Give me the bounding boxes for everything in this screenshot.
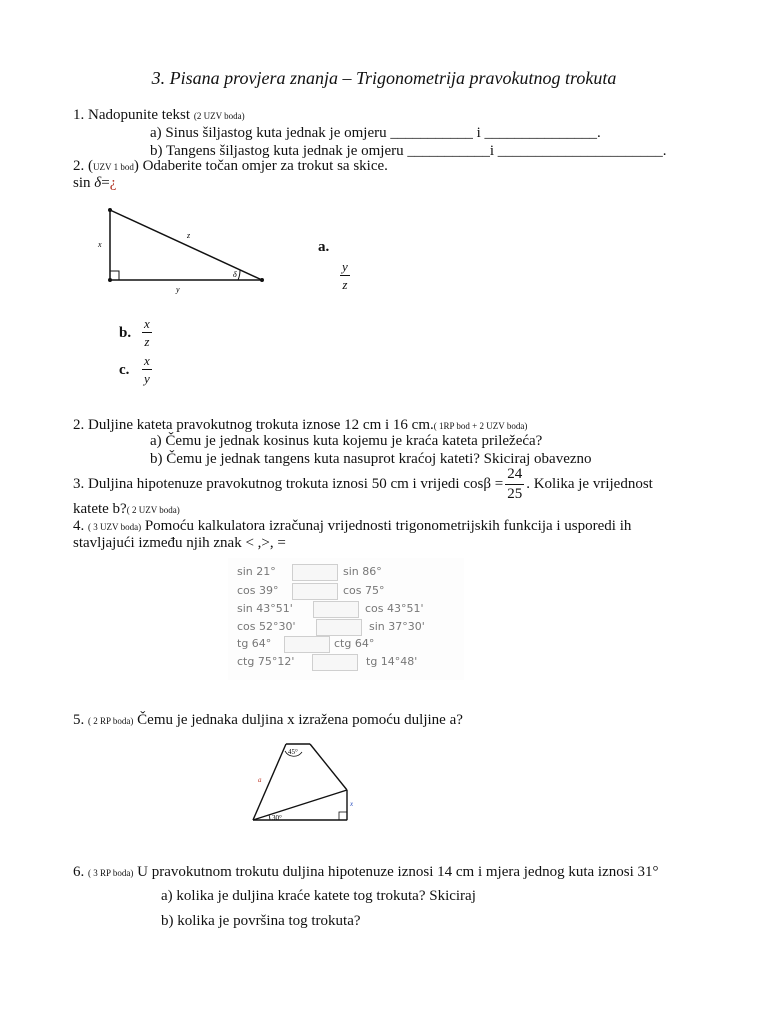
triangle-label-x: x [98,240,102,249]
q2a-points: UZV 1 bod [93,162,134,172]
fig5-label-x: x [350,800,354,808]
delta-angle-arc [238,270,240,280]
fig5-side-top-right [310,744,347,790]
fig5-angle-arc-bottom [269,815,270,820]
q3-den: 25 [507,485,523,502]
q6-item-a: a) kolika je duljina kraće katete tog trokuta? Skiciraj [161,888,476,904]
q4-text1: Pomoću kalkulatora izračunaj vrijednosti trigonometrijskih funkcija i usporedi ih [141,518,632,534]
page-title: 3. Pisana provjera znanja – Trigonometrija pravokutnog trokuta [151,68,617,88]
q6-heading [73,864,659,881]
cmp-answer-box-4[interactable] [316,619,362,636]
triangle-label-delta: δ [233,270,237,279]
cmp-left-2: cos 39° [237,584,279,597]
q6-points: ( 3 RP boda) [88,868,134,878]
cmp-right-6: tg 14°48' [366,655,418,668]
q2a-heading [73,158,388,175]
q3-heading [73,466,653,502]
option-c-num: x [144,353,150,368]
fig5-label-30: 30° [272,814,282,822]
q2a-prompt-eq: = [101,175,110,191]
q5-num: 5. [73,712,85,728]
fig5-label-a: a [258,776,262,784]
cmp-right-3: cos 43°51' [365,602,424,615]
q1-points: (2 UZV boda) [193,111,245,121]
cmp-answer-box-3[interactable] [313,601,359,618]
q2b-item-b: b) Čemu je jednak tangens kuta nasuprot kraćoj kateti? Skiciraj obavezno [150,451,592,467]
right-triangle-figure [90,198,280,298]
vertex-right [260,278,264,282]
cmp-left-6: ctg 75°12' [237,655,295,668]
option-c-label: c. [119,362,130,378]
q6-text: U pravokutnom trokutu duljina hipotenuze iznosi 14 cm i mjera jednog kuta iznosi 31° [133,864,659,880]
fig5-diagonal [253,790,347,820]
option-b-label: b. [119,325,132,341]
q2a-prompt-q: ¿ [109,175,117,191]
comparison-panel [228,558,464,680]
cmp-left-5: tg 64° [237,637,272,650]
q2b-lead: 2. Duljine kateta pravokutnog trokuta iznose 12 cm i 16 cm. [73,417,434,433]
q4-points: ( 3 UZV boda) [88,522,142,532]
option-c-den: y [144,371,150,386]
triangle-side-z [110,210,262,280]
q4-num: 4. [73,518,85,534]
q5-heading [73,712,463,729]
option-a-fraction [340,260,350,291]
cmp-right-1: sin 86° [343,565,382,578]
cmp-answer-box-5[interactable] [284,636,330,653]
option-b-den: z [144,334,150,349]
q6-num: 6. [73,864,85,880]
cmp-left-4: cos 52°30' [237,620,296,633]
cmp-answer-box-2[interactable] [292,583,338,600]
cmp-right-2: cos 75° [343,584,385,597]
q2a-suffix: ) Odaberite točan omjer za trokut sa skice. [133,158,388,174]
fig5-label-45: 45° [288,748,298,756]
q1-item-b: b) Tangens šiljastog kuta jednak je omjeru ___________i ______________________. [150,143,667,159]
option-b-num: x [144,316,150,331]
cmp-answer-box-1[interactable] [292,564,338,581]
cmp-right-4: sin 37°30' [369,620,425,633]
q2a-prompt-lhs: sin [73,175,91,191]
option-b-fraction [142,317,152,348]
cmp-answer-box-6[interactable] [312,654,358,671]
q2a-prompt-var: δ [94,175,102,191]
q2a-prefix: 2. ( [73,158,93,174]
q2b-item-a: a) Čemu je jednak kosinus kuta kojemu je kraća kateta priležeća? [150,433,543,449]
q3-tail: . Kolika je vrijednost [526,475,653,492]
option-c-fraction [142,354,152,385]
vertex-corner [108,278,112,282]
option-a-den: z [342,277,348,292]
q4-heading [73,518,631,535]
q2b-heading [73,417,527,434]
q3-line2-text: katete b? [73,501,127,517]
option-a-num: y [342,259,348,274]
triangle-label-z: z [187,231,191,240]
cmp-left-1: sin 21° [237,565,276,578]
fig5-right-angle-marker [339,812,347,820]
cmp-right-5: ctg 64° [334,637,375,650]
q3-lead: 3. Duljina hipotenuze pravokutnog trokuta iznosi 50 cm i vrijedi cosβ = [73,475,504,492]
q1-heading [73,107,245,124]
q2a-prompt [73,175,116,192]
quadrilateral-figure [248,738,360,828]
q4-text2: stavljajući između njih znak < ,>, = [73,535,286,551]
option-a-label: a. [318,239,330,255]
q3-line2 [73,501,180,518]
cmp-left-3: sin 43°51' [237,602,293,615]
vertex-top [108,208,112,212]
q5-points: ( 2 RP boda) [88,716,134,726]
q1-lead: 1. Nadopunite tekst [73,107,191,123]
q1-item-a: a) Sinus šiljastog kuta jednak je omjeru ___________ i _______________. [150,125,601,141]
q5-text: Čemu je jednaka duljina x izražena pomoću duljine a? [133,712,463,728]
q3-num: 24 [505,467,524,485]
triangle-label-y: y [176,285,180,294]
q2b-points: ( 1RP bod + 2 UZV boda) [433,421,528,431]
q3-points: ( 2 UZV boda) [126,505,180,515]
q6-item-b: b) kolika je površina tog trokuta? [161,913,361,929]
